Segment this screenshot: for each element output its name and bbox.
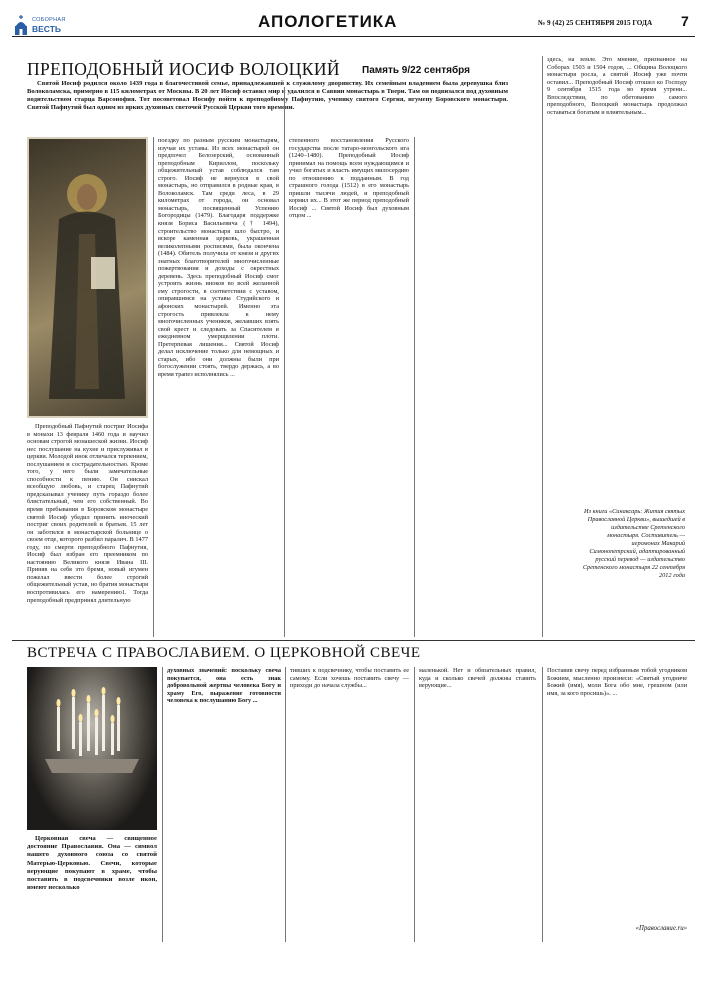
column-rule <box>542 56 543 637</box>
article2-col2-text: духовных значений: поскольку свеча покупается, она есть знак добровольной жертвы человека Богу и храму Его, выражение готовности человека к послушанию Богу ... <box>167 667 281 705</box>
column-rule <box>285 667 286 942</box>
article1-col4-text: здесь, на земле. Это мнение, признанное на Соборах 1503 и 1504 годов, ... Община Волоцкого монастыря росла, а святой Иосиф уже почти оставил... Преподобный Иосиф отошел ко Господу 9 сентября 1515 года во время утрени... Впоследствии, по обетованию самого преподобного, Волоцкий монастырь продолжал оставаться богатым и влиятельным... <box>547 56 687 116</box>
article-separator <box>12 640 695 641</box>
article1-col2-text: поездку по разным русским монастырям, изучая их уставы. Из всех монастырей он предпочел Белозерский, основанный преподобным Кириллом, поскольку общежительный устав соблюдался там строго. Иосиф не вернулся в свой монастырь, но отправился в родные края, в Волоколамск. Там среди леса, в 29 километрах от города, он основал монастырь, посвященный Успению Богородицы (1479). Благодаря поддержке князя Бориса Васильевича († 1494), строительство монастыря шло быстро, и вскоре каменная церковь, украшенная великолепными росписями, была окончена (1484). Обитель получила от князя и других знатных благотворителей многочисленные пожертвования и доходы с окрестных деревень. Здесь преподобный Иосиф смог устроить жизнь иноков во всей желанной ему строгости, в соответствии с уставом, опиравшимся на уставы Студийского и афонских монастырей. Именно эта строгость привлекла к нему многочисленных учеников, желавших взять свой крест и следовать за Спасителем в ежедневном умерщвлении плоти. Претерпевая лишения... Святой Иосиф делал исключение только для немощных и старых, ибо они должны были при богослужении стоять, твердо держась, а во время трапез исполнялись ... <box>158 137 279 378</box>
column-rule <box>414 137 415 637</box>
article1-column-5 <box>547 56 687 488</box>
logo-text-bottom: ВЕСТЬ <box>32 24 62 34</box>
article2-title: ВСТРЕЧА С ПРАВОСЛАВИЕМ. О ЦЕРКОВНОЙ СВЕЧЕ <box>27 645 421 661</box>
article1-column-1 <box>27 423 148 636</box>
feast-date: Память 9/22 сентября <box>362 65 470 76</box>
article2-credit: «Православие.ru» <box>635 925 687 932</box>
article1-column-3 <box>289 137 409 637</box>
column-rule <box>414 667 415 942</box>
section-title: АПОЛОГЕТИКА <box>258 12 398 31</box>
article1-column-2 <box>158 137 279 637</box>
saint-icon-image <box>27 137 148 418</box>
church-logo-icon <box>11 14 31 36</box>
article1-column-4 <box>419 137 537 637</box>
article2-column-2 <box>167 667 281 942</box>
article2-column-5 <box>547 667 687 917</box>
article2-column-4 <box>419 667 536 942</box>
article2-col4-text: маленькой. Нет и обязательных правил, куда и сколько свечей должны ставить верующие... <box>419 667 536 690</box>
candles-photo <box>27 667 157 830</box>
article2-column-3 <box>290 667 409 942</box>
logo-text-top: СОБОРНАЯ <box>32 17 66 23</box>
candles-caption: Церковная свеча — священное достояние Православия. Она — символ нашего духовного союза со святой Матерью-Церковью. Свечи, которые верующие покупают в храме, чтобы поставить в подсвечники возле икон, имеют несколько <box>27 835 157 892</box>
column-rule <box>153 137 154 637</box>
column-rule <box>542 667 543 942</box>
article1-title: ПРЕПОДОБНЫЙ ИОСИФ ВОЛОЦКИЙ <box>27 59 340 79</box>
article1-lead: Святой Иосиф родился около 1439 года в благочестивой семье, принадлежавшей к служилому дворянству. Их семейным владением была деревушка близ Волоколамска, примерно в 115 километрах от Москвы. В 20 лет Иосиф оставил мир и удалился в Саввин монастырь в Твери. Там он подвизался под духовным водительством старца Варсонофия. Тот посоветовал Иосифу пойти к преподобному Пафнутию, ученику святого Сергия, игумену Боровского монастыря. Святой Пафнутий был одним из ярких духовных светочей Русской Церкви того времени. <box>27 80 508 112</box>
page-number: 7 <box>681 13 689 29</box>
saint-figure-icon <box>29 139 146 416</box>
candles-icon <box>27 667 157 830</box>
header-rule <box>12 36 695 37</box>
article1-source: Из книги «Синаксарь: Жития святых Православной Церкви», вышедшей в издательстве Сретенского монастыря. Составитель — иеромонах Макарий Симонопетрский, адаптированный русский перевод — издательство Сретенского монастыря 22 сентября 2012 года <box>582 508 685 579</box>
article2-col5-text: Поставив свечу перед избранным тобой угодником Божиим, мысленно произнеси: «Святый угодниче Божий (имя), моли Бога обо мне, грешном (или имя, за кого просишь)». ... <box>547 667 687 697</box>
article2-col3-text: тивших к подсвечнику, чтобы поставить ее самому. Если хочешь поставить свечу — приходи до начала службы... <box>290 667 409 690</box>
article1-col1-text: Преподобный Пафнутий постриг Иосифа в монахи 13 февраля 1460 года и научил основам строгой монашеской жизни. Иосиф нес послушание на кухне и прислуживал в церкви. Молодой инок отличался терпением, послушанием и сострадательностью. Кроме того, у него были замечательные способности к пению. Он снискал всеобщую любовь, и старец Пафнутий предсказывал ученику путь гораздо более блистательный, чем его собственный. Во время пребывания в Боровском монастыре святой Иосиф убедил принять иноческий постриг своих родителей и братьев. 15 лет он заботился в монастырской больнице о своем отце, которого разбил паралич. В 1477 году, по смерти преподобного Пафнутия, Иосиф был избран его преемником по настоянию Великого князя Ивана III. Приняв на себя это бремя, новый игумен пожелал ввести более строгий общежительный устав, но братия монастыря воспротивилась его намерению1. Тогда преподобный предпринял длительную <box>27 423 148 604</box>
issue-date: № 9 (42) 25 СЕНТЯБРЯ 2015 ГОДА <box>538 19 653 27</box>
article1-col3-text: степенного восстановления Русского государства после татаро-монгольского ига (1240–1480). Преподобный Иосиф принимал на помощь всем нуждающимся и учил богатых и власть имущих милосердию по отношению к подданным. В год страшного голода (1512) в его монастырь пришли тысячи людей, и преподобный кормил их... В этот же период преподобный Иосиф ... Святой Иосиф был духовным отцом ... <box>289 137 409 220</box>
column-rule <box>284 87 285 637</box>
column-rule <box>162 667 163 942</box>
